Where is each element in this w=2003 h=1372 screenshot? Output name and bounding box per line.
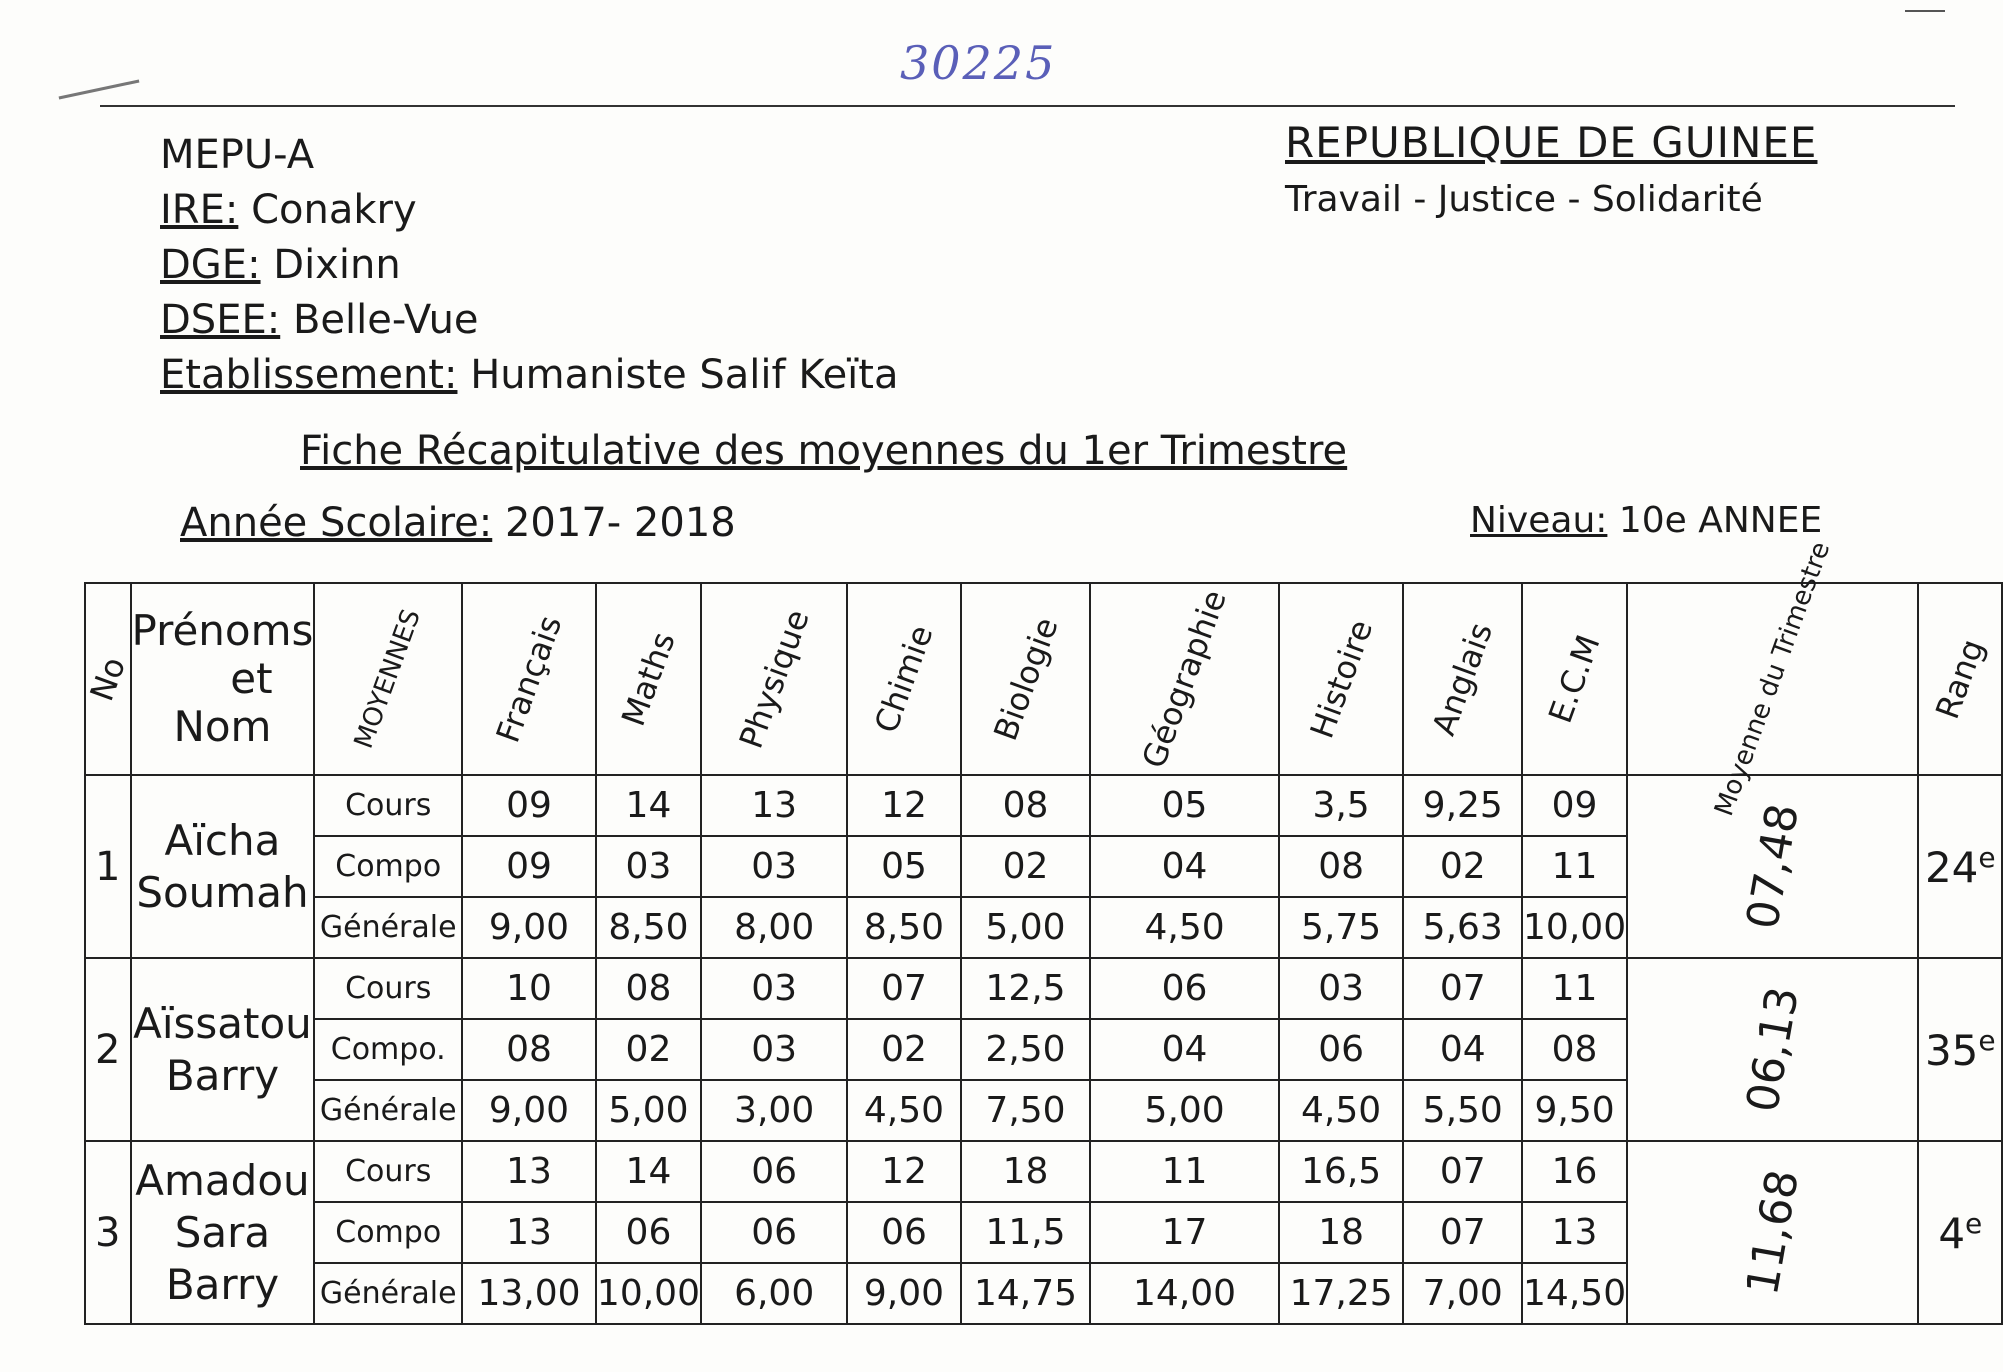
grade-cell: 8,00 [701,897,847,958]
col-subject-label: Géographie [1134,584,1235,774]
col-subject-label: E.C.M [1541,629,1608,729]
student-name-line: Soumah [136,867,309,917]
grade-cell: 03 [701,958,847,1019]
grade-cell: 12 [847,1141,960,1202]
staple-mark [59,80,140,100]
student-name [131,775,315,958]
term-average-cell [1627,1141,1918,1324]
grade-cell: 14,00 [1090,1263,1278,1324]
corner-mark [1905,10,1945,12]
grades-table [82,537,2003,1325]
grade-cell: 13 [462,1141,596,1202]
grade-cell: 7,50 [961,1080,1091,1141]
average-type: Générale [314,1263,462,1324]
grade-cell: 7,00 [1403,1263,1522,1324]
school-line [160,348,899,403]
term-average-cell [1627,775,1918,958]
grade-cell: 13,00 [462,1263,596,1324]
grade-cell: 12,5 [961,958,1091,1019]
grade-cell: 08 [596,958,701,1019]
col-rank-label: Rang [1928,634,1993,724]
term-average-value: 06,13 [1736,983,1809,1116]
average-type: Générale [314,897,462,958]
grade-cell: 4,50 [1090,897,1278,958]
grade-cell: 3,00 [701,1080,847,1141]
grade-cell: 9,00 [847,1263,960,1324]
grade-cell: 07 [1403,1202,1522,1263]
grade-cell: 9,00 [462,1080,596,1141]
rank-suffix: e [1978,841,1996,874]
student-name-line: Sara [174,1207,271,1257]
grade-cell: 9,50 [1522,1080,1627,1141]
ministry: MEPU-A [160,132,315,178]
col-subject-label: Biologie [985,612,1066,746]
student-name [131,958,315,1141]
grade-cell: 13 [701,775,847,836]
rank-cell [1918,775,2002,958]
student-number: 3 [85,1141,131,1324]
grade-cell: 5,00 [1090,1080,1278,1141]
grade-cell: 06 [701,1141,847,1202]
grade-cell: 08 [1522,1019,1627,1080]
grade-cell: 6,00 [701,1263,847,1324]
dsee-label: DSEE: [160,297,281,343]
grade-cell: 11,5 [961,1202,1091,1263]
grade-cell: 3,5 [1279,775,1404,836]
top-rule [100,105,1955,107]
grade-cell: 04 [1090,1019,1278,1080]
average-type: Cours [314,775,462,836]
col-subject-label: Maths [614,627,683,731]
dge-label: DGE: [160,242,261,288]
dsee-line [160,293,899,348]
col-subject-label: Chimie [867,620,941,738]
school-year-value: 2017- 2018 [504,500,736,546]
grade-cell: 8,50 [596,897,701,958]
grade-cell: 13 [1522,1202,1627,1263]
col-name-line2: et [230,654,273,703]
grade-cell: 14 [596,1141,701,1202]
grade-cell: 09 [1522,775,1627,836]
average-type: Cours [314,1141,462,1202]
level-label: Niveau: [1470,500,1608,541]
grade-cell: 02 [847,1019,960,1080]
rank-cell [1918,958,2002,1141]
student-name-line: Barry [165,1050,280,1100]
header-left [160,128,899,403]
grade-cell: 09 [462,775,596,836]
col-subject-label: Anglais [1424,617,1501,741]
col-moyennes [314,583,462,775]
grade-cell: 11 [1522,836,1627,897]
rank-suffix: e [1965,1207,1983,1240]
ire-value: Conakry [251,187,417,233]
grade-cell: 07 [847,958,960,1019]
level-value: 10e ANNEE [1618,500,1823,541]
term-average-cell [1627,958,1918,1141]
grade-cell: 03 [1279,958,1404,1019]
col-rank [1918,583,2002,775]
grade-cell: 09 [462,836,596,897]
header-row [85,583,2002,775]
grade-cell: 5,63 [1403,897,1522,958]
grade-cell: 18 [1279,1202,1404,1263]
country-name: REPUBLIQUE DE GUINEE [1285,118,1818,167]
grade-cell: 08 [462,1019,596,1080]
student-name-line: Aïcha [164,815,281,865]
grade-cell: 02 [1403,836,1522,897]
school-year [180,500,736,546]
school-year-label: Année Scolaire: [180,500,493,546]
grade-cell: 5,00 [596,1080,701,1141]
grade-cell: 02 [596,1019,701,1080]
table-row [85,1141,2002,1202]
col-subject-label: Français [488,610,570,748]
grade-cell: 07 [1403,1141,1522,1202]
grade-cell: 07 [1403,958,1522,1019]
col-subject-label: Histoire [1302,614,1380,744]
grade-cell: 5,00 [961,897,1091,958]
grade-cell: 12 [847,775,960,836]
term-average-value: 07,48 [1736,800,1809,933]
col-term-average [1627,537,1918,821]
col-subject [1522,583,1627,775]
grade-cell: 18 [961,1141,1091,1202]
rank-value: 4 [1938,1209,1966,1258]
header-right [1285,118,1817,220]
dsee-value: Belle-Vue [292,297,479,343]
grade-cell: 5,50 [1403,1080,1522,1141]
form-title: Fiche Récapitulative des moyennes du 1er Trimestre [300,428,1348,474]
col-subject [1090,583,1278,775]
student-name-line: Aïssatou [133,998,312,1048]
grade-cell: 4,50 [1279,1080,1404,1141]
national-motto: Travail - Justice - Solidarité [1285,179,1763,220]
grade-cell: 16 [1522,1141,1627,1202]
student-name-line: Amadou [135,1155,310,1205]
grade-cell: 06 [701,1202,847,1263]
ire-label: IRE: [160,187,239,233]
student-name-line: Barry [165,1259,280,1309]
col-subject [596,583,701,775]
grade-cell: 16,5 [1279,1141,1404,1202]
grade-cell: 10,00 [1522,897,1627,958]
grade-cell: 10 [462,958,596,1019]
dge-line [160,238,899,293]
col-term-average-label: Moyenne du Trimestre [1709,537,1837,821]
average-type: Générale [314,1080,462,1141]
grade-cell: 13 [462,1202,596,1263]
grade-cell: 10,00 [596,1263,701,1324]
col-name-line1: Prénoms [131,606,314,655]
rank-value: 24 [1924,843,1979,892]
grade-cell: 17 [1090,1202,1278,1263]
grade-cell: 17,25 [1279,1263,1404,1324]
ire-line [160,183,899,238]
rank-value: 35 [1924,1026,1979,1075]
grade-cell: 08 [961,775,1091,836]
col-subject [961,583,1091,775]
grade-cell: 06 [1090,958,1278,1019]
average-type: Cours [314,958,462,1019]
grade-cell: 5,75 [1279,897,1404,958]
rank-suffix: e [1978,1024,1996,1057]
col-name-line3: Nom [173,702,272,751]
grade-cell: 06 [1279,1019,1404,1080]
school-label: Etablissement: [160,352,458,398]
grade-cell: 14 [596,775,701,836]
dge-value: Dixinn [273,242,401,288]
col-no-label: No [82,652,134,706]
grade-cell: 08 [1279,836,1404,897]
grade-cell: 11 [1090,1141,1278,1202]
level [1470,500,1822,541]
col-subject-label: Physique [731,604,817,754]
average-type: Compo. [314,1019,462,1080]
grade-cell: 02 [961,836,1091,897]
col-subject [462,583,596,775]
grade-cell: 06 [596,1202,701,1263]
grade-cell: 2,50 [961,1019,1091,1080]
grade-cell: 06 [847,1202,960,1263]
grade-cell: 03 [701,836,847,897]
grade-cell: 05 [1090,775,1278,836]
col-no [82,583,134,775]
col-name [131,583,315,775]
student-name [131,1141,315,1324]
col-subject [1403,583,1522,775]
term-average-value: 11,68 [1736,1166,1809,1299]
grade-cell: 03 [701,1019,847,1080]
grade-cell: 11 [1522,958,1627,1019]
average-type: Compo [314,1202,462,1263]
grade-cell: 4,50 [847,1080,960,1141]
student-number: 2 [85,958,131,1141]
col-moyennes-label: MOYENNES [349,605,428,753]
grade-cell: 9,25 [1403,775,1522,836]
grade-cell: 14,75 [961,1263,1091,1324]
grade-cell: 03 [596,836,701,897]
col-subject [1279,583,1404,775]
grade-cell: 8,50 [847,897,960,958]
average-type: Compo [314,836,462,897]
reference-number: 30225 [900,36,1057,90]
col-subject [847,583,960,775]
table-row [85,958,2002,1019]
grade-cell: 9,00 [462,897,596,958]
grade-cell: 05 [847,836,960,897]
school-value: Humaniste Salif Keïta [470,352,899,398]
rank-cell [1918,1141,2002,1324]
col-subject [701,583,847,775]
grade-cell: 14,50 [1522,1263,1627,1324]
grade-cell: 04 [1090,836,1278,897]
student-number: 1 [85,775,131,958]
grade-cell: 04 [1403,1019,1522,1080]
